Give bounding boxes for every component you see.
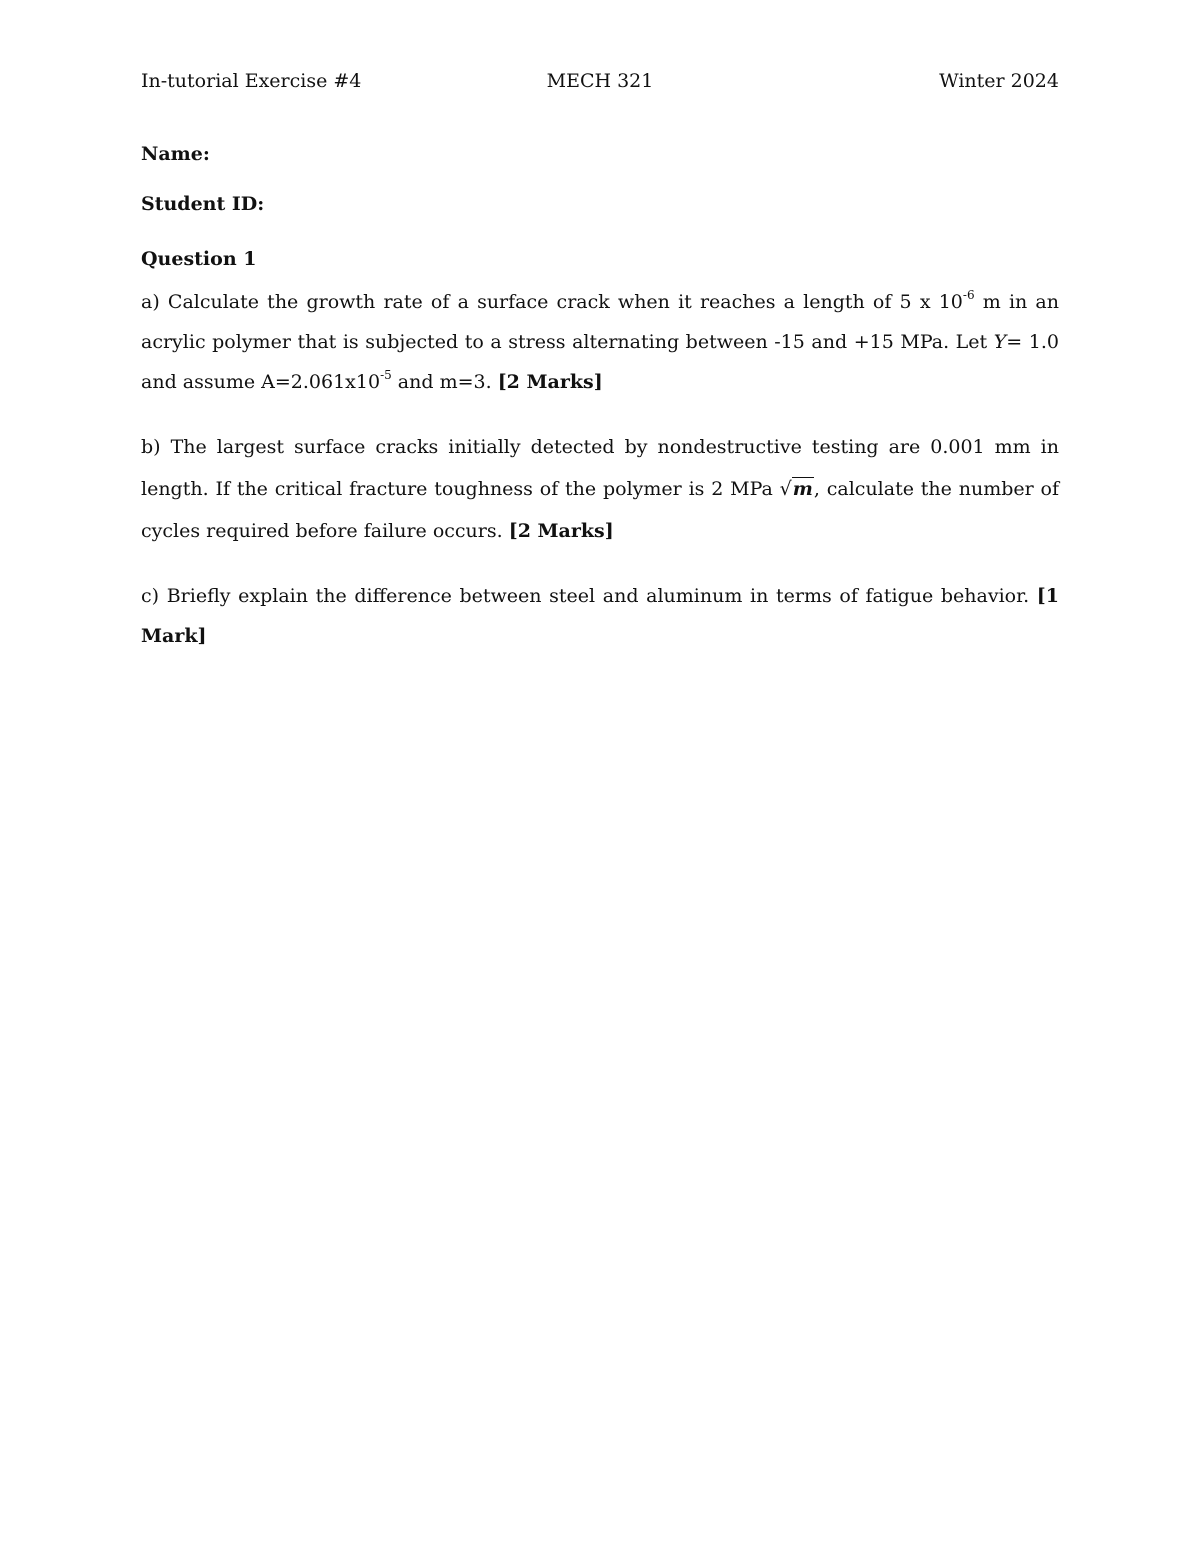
part-b-text-1: b) The largest surface cracks initially detected by nondestructive testing are 0.001 mm in length. If the critical fracture toughness of the polymer is 2 MPa	[141, 436, 1059, 500]
part-a-exponent-2: -5	[380, 367, 392, 382]
question-title: Question 1	[141, 248, 257, 270]
part-a-text-3: = 1.0 and assume A=2.061x10	[141, 331, 1059, 393]
part-a-text-1: a) Calculate the growth rate of a surface crack when it reaches a length of 5 x 10	[141, 291, 963, 313]
question-part-a	[141, 282, 1059, 402]
student-id-label: Student ID:	[141, 193, 265, 215]
sqrt-variable: m	[792, 478, 813, 500]
part-b-text-2: , calculate the number of cycles required before failure occurs.	[141, 478, 1059, 542]
part-b-marks: [2 Marks]	[508, 520, 614, 542]
header-term: Winter 2024	[939, 70, 1059, 92]
part-a-exponent-1: -6	[962, 287, 975, 302]
part-a-text-4: and m=3.	[391, 371, 498, 393]
sqrt-m-expression	[780, 468, 814, 510]
header-course-code: MECH 321	[546, 70, 654, 92]
part-a-variable-y: Y	[993, 331, 1007, 353]
part-c-marks: [1 Mark]	[141, 585, 1059, 647]
part-a-text-2: m in an acrylic polymer that is subjected to a stress alternating between -15 and +15 MPa. Let	[141, 291, 1060, 353]
page-header	[141, 70, 1059, 100]
sqrt-symbol: √	[779, 478, 792, 500]
question-part-c	[141, 576, 1059, 656]
question-part-b	[141, 426, 1059, 552]
name-label: Name:	[141, 143, 210, 165]
part-c-text: c) Briefly explain the difference between steel and aluminum in terms of fatigue behavior.	[141, 585, 1037, 607]
part-a-marks: [2 Marks]	[497, 371, 603, 393]
header-course-exercise: In-tutorial Exercise #4	[141, 70, 362, 92]
